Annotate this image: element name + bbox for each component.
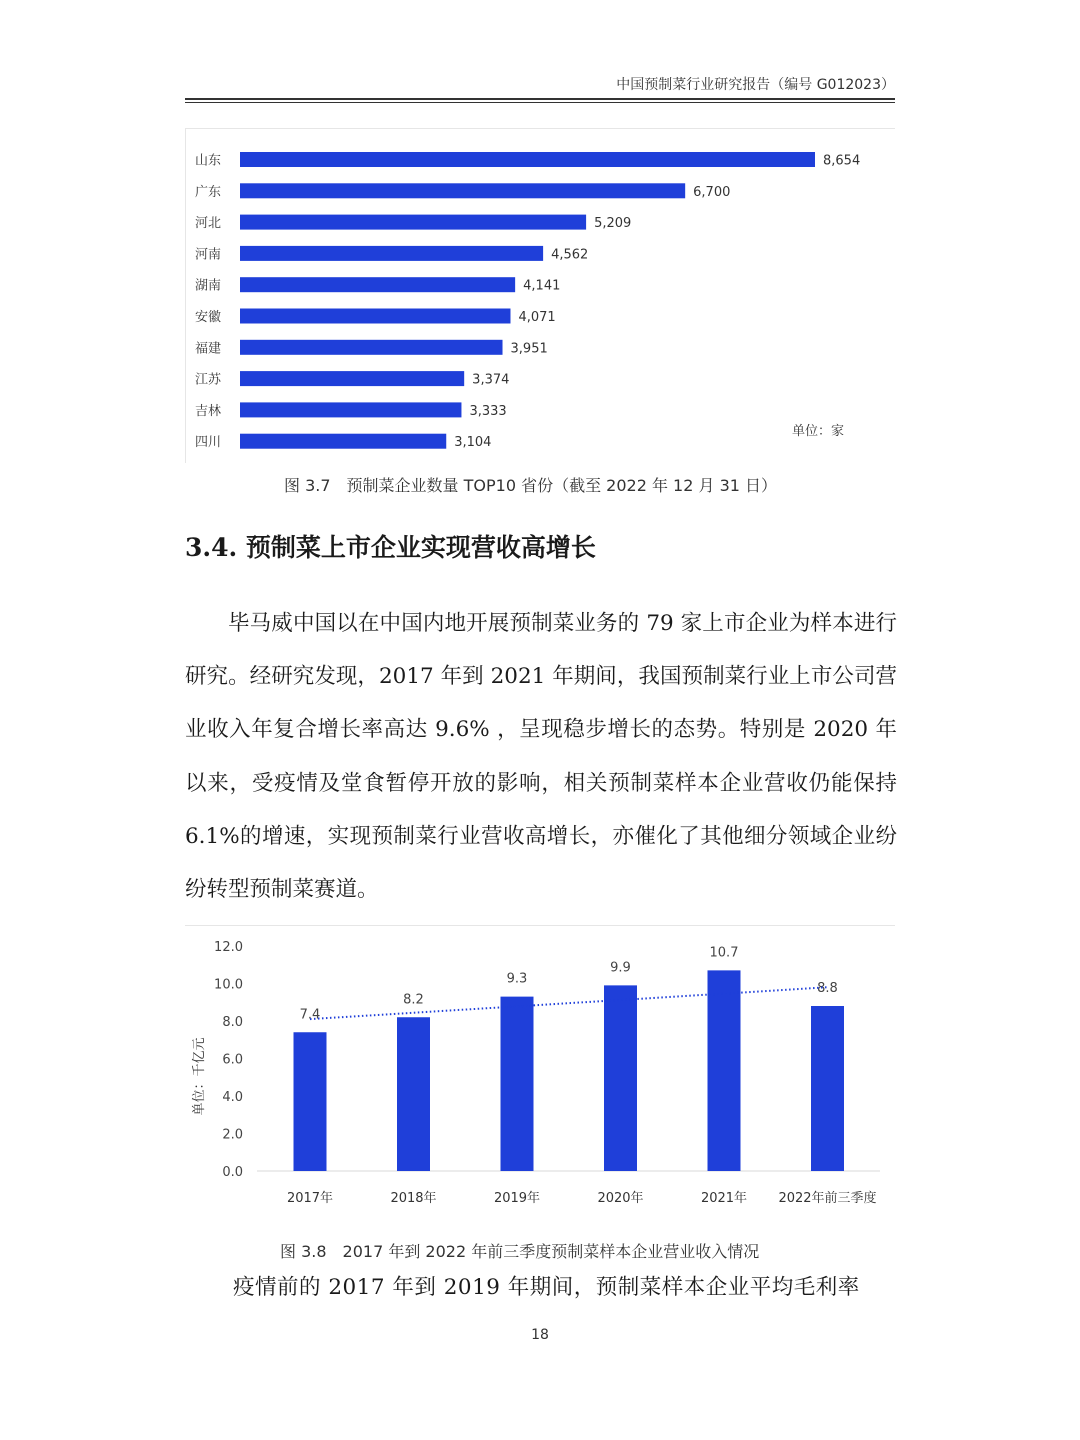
page-number: 18 [531,1327,549,1343]
category-label: 福建 [195,341,222,357]
bar [240,402,461,417]
y-tick-label: 0.0 [222,1165,243,1180]
value-label: 4,071 [518,310,556,325]
bar [240,340,503,355]
bar [240,277,515,292]
bar [240,152,815,167]
value-label: 4,562 [551,247,589,263]
value-label: 4,141 [523,278,561,294]
province-count-chart-svg [185,128,895,463]
category-label: 河北 [195,216,222,232]
figure-caption: 图 3.7 预制菜企业数量 TOP10 省份（截至 2022 年 12 月 31 日） [284,476,778,495]
bar [240,183,685,198]
bar [240,371,464,386]
y-tick-label: 12.0 [214,940,243,955]
y-axis-label: 单位：千亿元 [192,1037,207,1116]
value-label: 9.9 [610,960,631,976]
chart-unit-label: 单位：家 [792,424,845,439]
bar [240,215,586,230]
body-paragraph: 疫情前的 2017 年到 2019 年期间，预制菜样本企业平均毛利率 [233,1275,860,1300]
value-label: 3,333 [469,403,507,419]
value-label: 5,209 [594,216,632,232]
x-tick-label: 2022年前三季度 [778,1191,877,1206]
body-paragraph: 毕马威中国以在中国内地开展预制菜业务的 79 家上市企业为样本进行研究。经研究发现，2017 年到 2021 年期间，我国预制菜行业上市公司营业收入年复合增长率高达 9.6% ，呈现稳步增长的态势。特别是 2020 年以来，受疫情及堂食暂停开放的影响，相关预制菜样本企业营收仍能保持 6.1%的增速，实现预制菜行业营收高增长，亦催化了其他细分领域企业纷纷转型预制菜赛道。 [185,611,897,903]
value-label: 6,700 [693,184,731,200]
bar [811,1006,844,1171]
value-label: 10.7 [709,945,739,961]
x-tick-label: 2017年 [286,1191,334,1206]
value-label: 3,374 [472,372,510,388]
category-label: 四川 [195,435,222,451]
header-rule-thin [185,102,895,103]
bar [501,997,534,1171]
bar [240,246,543,261]
x-tick-label: 2020年 [597,1191,644,1206]
y-tick-label: 2.0 [222,1127,243,1143]
value-label: 7.4 [299,1007,321,1023]
y-tick-label: 10.0 [214,977,243,993]
category-label: 吉林 [195,403,222,419]
category-label: 安徽 [195,310,222,325]
bar [708,970,741,1171]
bar [604,985,637,1171]
value-label: 3,951 [510,341,548,357]
y-tick-label: 8.0 [222,1015,243,1030]
x-tick-label: 2021年 [700,1191,748,1206]
value-label: 8.8 [817,981,838,996]
category-label: 江苏 [195,372,222,388]
figure-caption: 图 3.8 2017 年到 2022 年前三季度预制菜样本企业营业收入情况 [280,1242,760,1261]
y-tick-label: 4.0 [222,1090,243,1105]
x-tick-label: 2019年 [493,1191,541,1206]
value-label: 3,104 [454,435,492,451]
y-tick-label: 6.0 [222,1052,243,1068]
value-label: 9.3 [506,971,528,987]
category-label: 山东 [195,153,222,169]
province-count-chart [185,128,895,463]
revenue-chart-svg [185,925,895,1215]
category-label: 河南 [195,247,222,263]
bar [240,309,510,324]
bar [397,1017,430,1171]
report-header: 中国预制菜行业研究报告（编号 G012023） [616,77,895,93]
value-label: 8.2 [403,992,424,1008]
category-label: 广东 [195,184,222,200]
trendline [310,987,828,1019]
revenue-chart [185,925,895,1215]
bar [294,1032,327,1171]
section-title: 3.4. 预制菜上市企业实现营收高增长 [185,533,596,562]
header-rule-thick [185,98,895,100]
bar [240,434,446,449]
category-label: 湖南 [195,278,222,294]
x-tick-label: 2018年 [390,1191,437,1206]
value-label: 8,654 [823,153,861,169]
